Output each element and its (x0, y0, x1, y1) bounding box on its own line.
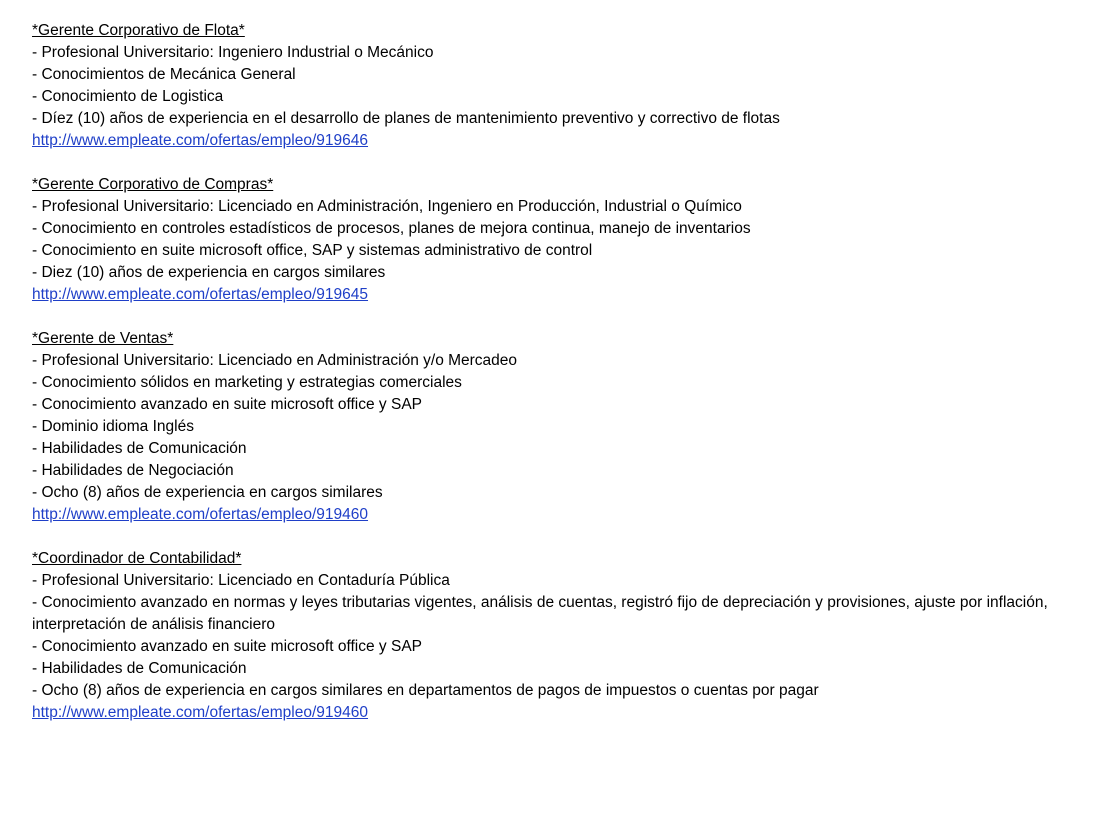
requirement-item: - Conocimiento en suite microsoft office, SAP y sistemas administrativo de control (32, 242, 593, 259)
requirement-item: - Ocho (8) años de experiencia en cargos similares (32, 484, 383, 501)
requirements-list (32, 350, 1072, 504)
requirement-item: - Habilidades de Negociación (32, 462, 234, 479)
requirement-item: - Conocimiento avanzado en suite microsoft office y SAP (32, 638, 422, 655)
requirement-item: - Conocimiento sólidos en marketing y estrategias comerciales (32, 374, 462, 391)
requirements-list (32, 196, 1072, 284)
job-section-gerente-compras (32, 174, 1072, 306)
job-section-coordinador-contabilidad (32, 548, 1072, 724)
requirement-item: - Conocimiento avanzado en normas y leyes tributarias vigentes, análisis de cuentas, registró fijo de depreciación y provisiones, ajuste por inflación, interpretación de análisis financiero (32, 594, 1048, 633)
job-section-gerente-ventas (32, 328, 1072, 526)
job-title: *Gerente Corporativo de Flota* (32, 22, 245, 39)
requirement-item: - Conocimiento de Logistica (32, 88, 224, 105)
job-offer-link[interactable]: http://www.empleate.com/ofertas/empleo/919646 (32, 132, 369, 149)
job-listings-document (32, 20, 1072, 746)
requirement-item: - Diez (10) años de experiencia en cargos similares (32, 264, 386, 281)
requirement-item: - Conocimientos de Mecánica General (32, 66, 296, 83)
job-title: *Coordinador de Contabilidad* (32, 550, 242, 567)
requirement-item: - Profesional Universitario: Licenciado en Administración, Ingeniero en Producción, Industrial o Químico (32, 198, 742, 215)
requirement-item: - Profesional Universitario: Licenciado en Contaduría Pública (32, 572, 450, 589)
job-offer-link[interactable]: http://www.empleate.com/ofertas/empleo/919645 (32, 286, 369, 303)
requirement-item: - Dominio idioma Inglés (32, 418, 194, 435)
requirement-item: - Díez (10) años de experiencia en el desarrollo de planes de mantenimiento preventivo y correctivo de flotas (32, 110, 780, 127)
requirement-item: - Conocimiento en controles estadísticos de procesos, planes de mejora continua, manejo de inventarios (32, 220, 751, 237)
job-title: *Gerente Corporativo de Compras* (32, 176, 274, 193)
requirement-item: - Conocimiento avanzado en suite microsoft office y SAP (32, 396, 422, 413)
job-section-gerente-flota (32, 20, 1072, 152)
requirements-list (32, 42, 1072, 130)
requirements-list (32, 570, 1072, 702)
job-title: *Gerente de Ventas* (32, 330, 174, 347)
job-offer-link[interactable]: http://www.empleate.com/ofertas/empleo/919460 (32, 506, 369, 523)
requirement-item: - Ocho (8) años de experiencia en cargos similares en departamentos de pagos de impuestos o cuentas por pagar (32, 682, 819, 699)
requirement-item: - Profesional Universitario: Licenciado en Administración y/o Mercadeo (32, 352, 518, 369)
requirement-item: - Profesional Universitario: Ingeniero Industrial o Mecánico (32, 44, 434, 61)
job-offer-link[interactable]: http://www.empleate.com/ofertas/empleo/919460 (32, 704, 369, 721)
requirement-item: - Habilidades de Comunicación (32, 660, 247, 677)
requirement-item: - Habilidades de Comunicación (32, 440, 247, 457)
